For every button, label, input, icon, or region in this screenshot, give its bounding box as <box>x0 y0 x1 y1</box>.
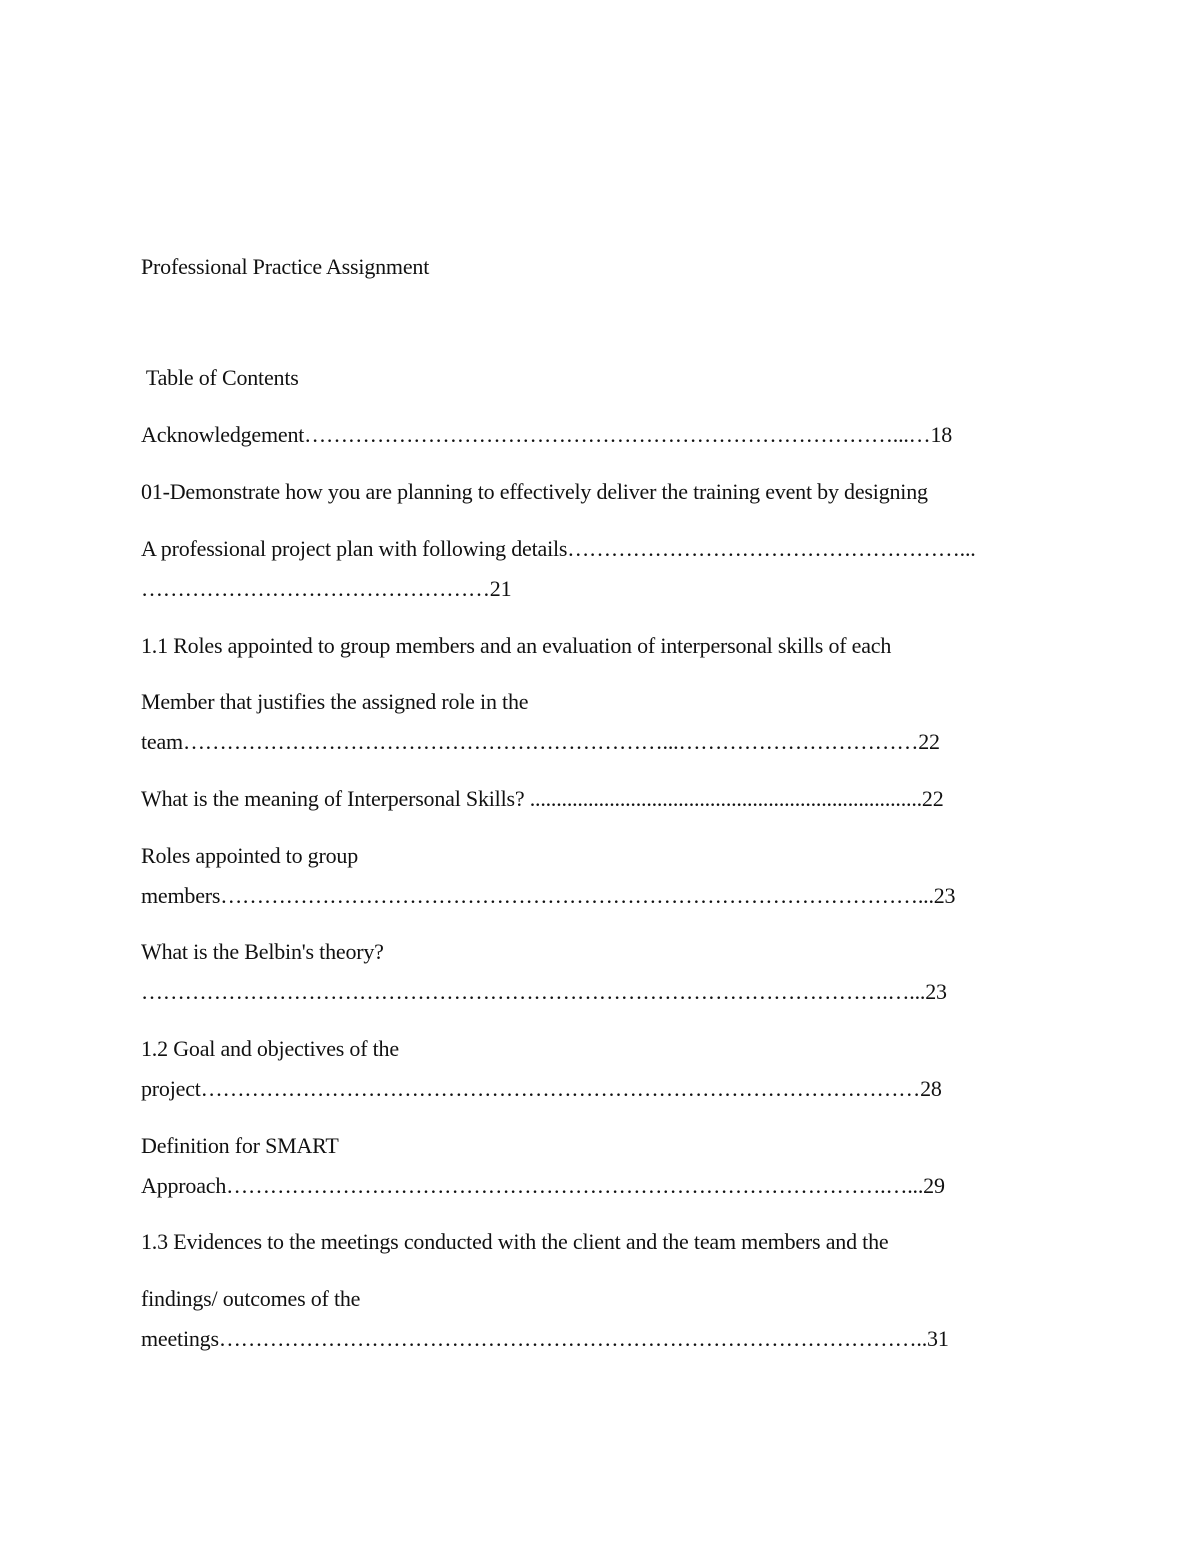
toc-entry-roles-line2: members……………………………………………………………………………………...23 <box>141 883 956 908</box>
toc-entry-acknowledgement: Acknowledgement………………………………………………………………………...…18 <box>141 422 953 447</box>
toc-entry-1-1-line3: team…………………………………………………………...……………………………22 <box>141 729 940 754</box>
toc-entry-1-3-line2: findings/ outcomes of the <box>141 1286 361 1311</box>
toc-entry-01-line1: 01-Demonstrate how you are planning to effectively deliver the training event by designing <box>141 479 928 504</box>
toc-entry-belbin-line1: What is the Belbin's theory? <box>141 939 384 964</box>
toc-entry-smart-line2: Approach……………………………………………………………………………….…...29 <box>141 1173 945 1198</box>
toc-entry-smart-line1: Definition for SMART <box>141 1133 339 1158</box>
toc-entry-01-line3: …………………………………………21 <box>141 576 512 601</box>
toc-entry-1-1-line2: Member that justifies the assigned role in the <box>141 689 529 714</box>
toc-entry-belbin-line2: ………………………………………………………………………………………….…...23 <box>141 979 947 1004</box>
toc-entry-1-1-line1: 1.1 Roles appointed to group members and an evaluation of interpersonal skills of each <box>141 633 892 658</box>
toc-entry-1-2-line2: project………………………………………………………………………………………28 <box>141 1076 942 1101</box>
toc-entry-1-3-line1: 1.3 Evidences to the meetings conducted with the client and the team members and the <box>141 1229 889 1254</box>
toc-heading: Table of Contents <box>141 365 299 390</box>
toc-entry-01-line2: A professional project plan with following details………………………………………………... <box>141 536 976 561</box>
toc-entry-interpersonal-skills: What is the meaning of Interpersonal Skills? ..........................................................................22 <box>141 786 944 811</box>
toc-entry-1-2-line1: 1.2 Goal and objectives of the <box>141 1036 399 1061</box>
toc-entry-roles-line1: Roles appointed to group <box>141 843 359 868</box>
toc-entry-1-3-line3: meetings……………………………………………………………………………………..31 <box>141 1326 949 1351</box>
document-title: Professional Practice Assignment <box>141 254 430 279</box>
